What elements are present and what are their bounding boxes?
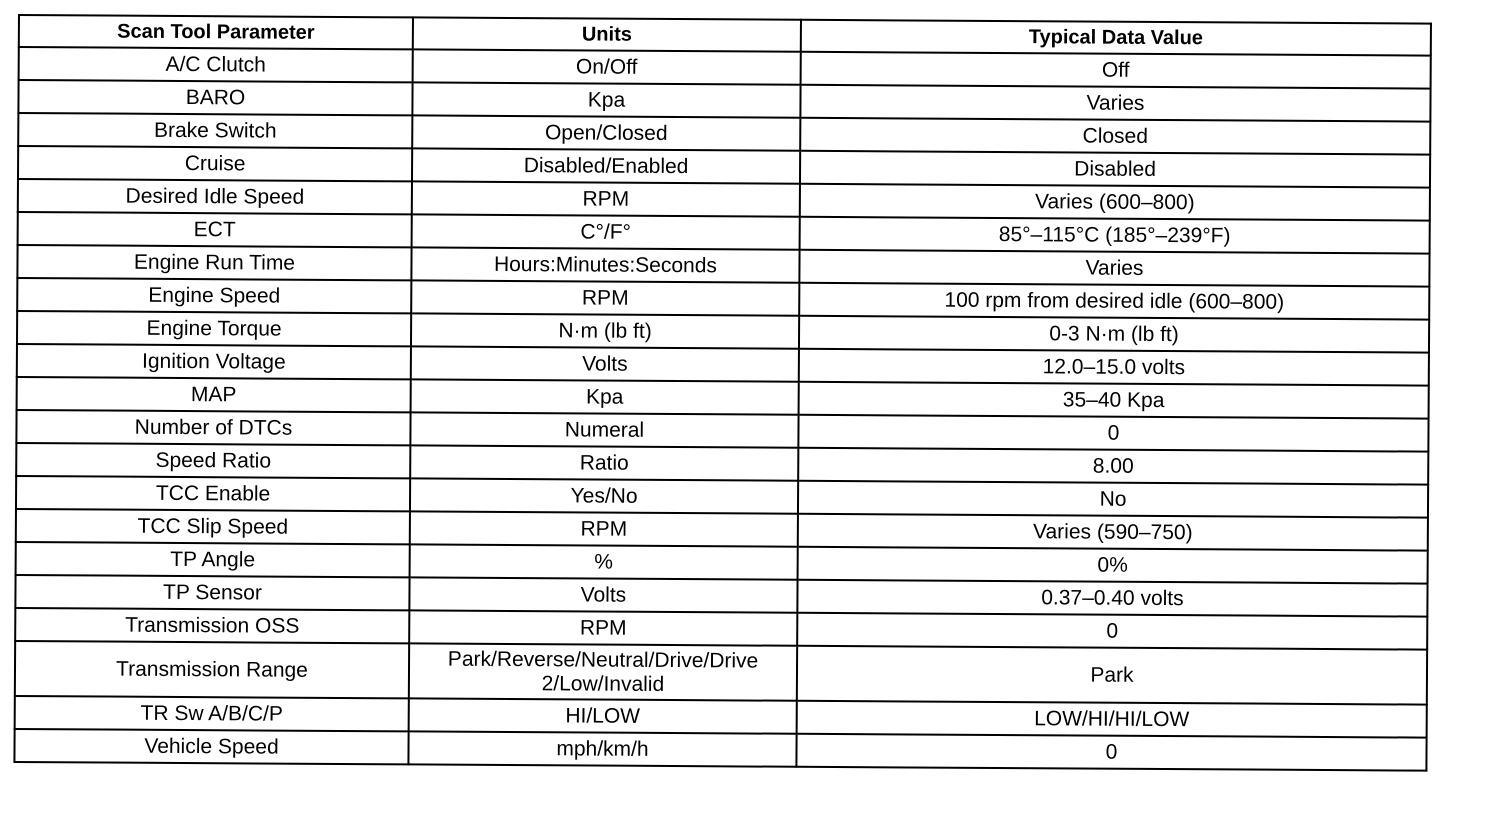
- units-cell: Yes/No: [410, 478, 798, 513]
- typical-value-cell: Varies (600–800): [800, 184, 1430, 221]
- units-cell: Park/Reverse/Neutral/Drive/Drive 2/Low/Invalid: [409, 643, 797, 700]
- parameter-cell: Desired Idle Speed: [18, 179, 412, 214]
- typical-value-cell: 0: [798, 415, 1428, 452]
- units-cell: Disabled/Enabled: [412, 148, 800, 183]
- parameter-cell: Number of DTCs: [16, 410, 410, 445]
- parameter-cell: TP Angle: [16, 542, 410, 577]
- header-typical-data-value: Typical Data Value: [801, 20, 1431, 56]
- parameter-cell: BARO: [18, 80, 412, 115]
- typical-value-cell: Closed: [800, 118, 1430, 155]
- table-body: [14, 47, 1430, 771]
- typical-value-cell: Disabled: [800, 151, 1430, 188]
- parameter-cell: Cruise: [18, 146, 412, 181]
- parameter-cell: Vehicle Speed: [14, 729, 408, 764]
- units-cell: Volts: [411, 346, 799, 381]
- units-cell: N·m (lb ft): [411, 313, 799, 348]
- parameter-cell: Brake Switch: [18, 113, 412, 148]
- header-scan-tool-parameter: Scan Tool Parameter: [19, 15, 413, 49]
- parameter-cell: Ignition Voltage: [17, 344, 411, 379]
- units-cell: HI/LOW: [409, 698, 797, 733]
- parameter-cell: TR Sw A/B/C/P: [15, 696, 409, 731]
- units-cell: Volts: [409, 577, 797, 612]
- typical-value-cell: Off: [801, 52, 1431, 89]
- units-cell: %: [410, 544, 798, 579]
- typical-value-cell: No: [798, 481, 1428, 518]
- typical-value-cell: Park: [797, 646, 1427, 705]
- typical-value-cell: 8.00: [798, 448, 1428, 485]
- typical-value-cell: 0%: [798, 547, 1428, 584]
- scan-tool-data-sheet: [13, 14, 1430, 772]
- parameter-cell: Speed Ratio: [16, 443, 410, 478]
- units-cell: Kpa: [411, 379, 799, 414]
- typical-value-cell: 85°–115°C (185°–239°F): [800, 217, 1430, 254]
- typical-value-cell: Varies: [799, 250, 1429, 287]
- units-cell: Hours:Minutes:Seconds: [411, 247, 799, 282]
- typical-value-cell: 0-3 N·m (lb ft): [799, 316, 1429, 353]
- parameter-cell: A/C Clutch: [19, 47, 413, 82]
- parameter-cell: Engine Run Time: [17, 245, 411, 280]
- units-cell: C°/F°: [412, 214, 800, 249]
- typical-value-cell: 12.0–15.0 volts: [799, 349, 1429, 386]
- parameter-cell: MAP: [17, 377, 411, 412]
- parameter-cell: TP Sensor: [15, 575, 409, 610]
- units-cell: RPM: [410, 511, 798, 546]
- units-cell: RPM: [412, 181, 800, 216]
- units-cell: mph/km/h: [408, 731, 796, 766]
- units-cell: On/Off: [413, 49, 801, 84]
- typical-value-cell: 0: [797, 613, 1427, 650]
- typical-value-cell: LOW/HI/HI/LOW: [797, 701, 1427, 738]
- units-cell: RPM: [411, 280, 799, 315]
- typical-value-cell: 100 rpm from desired idle (600–800): [799, 283, 1429, 320]
- table-row: [15, 641, 1427, 705]
- parameter-cell: Transmission Range: [15, 641, 409, 698]
- parameter-cell: ECT: [18, 212, 412, 247]
- typical-value-cell: Varies: [800, 85, 1430, 122]
- units-cell: Numeral: [410, 412, 798, 447]
- typical-value-cell: 35–40 Kpa: [799, 382, 1429, 419]
- parameter-cell: TCC Enable: [16, 476, 410, 511]
- parameter-cell: Engine Speed: [17, 278, 411, 313]
- typical-value-cell: Varies (590–750): [798, 514, 1428, 551]
- units-cell: Ratio: [410, 445, 798, 480]
- units-cell: Open/Closed: [412, 115, 800, 150]
- scan-tool-data-table: [13, 14, 1432, 772]
- parameter-cell: Transmission OSS: [15, 608, 409, 643]
- typical-value-cell: 0: [796, 734, 1426, 771]
- parameter-cell: TCC Slip Speed: [16, 509, 410, 544]
- typical-value-cell: 0.37–0.40 volts: [797, 580, 1427, 617]
- parameter-cell: Engine Torque: [17, 311, 411, 346]
- header-units: Units: [413, 17, 801, 51]
- units-cell: Kpa: [412, 82, 800, 117]
- units-cell: RPM: [409, 610, 797, 645]
